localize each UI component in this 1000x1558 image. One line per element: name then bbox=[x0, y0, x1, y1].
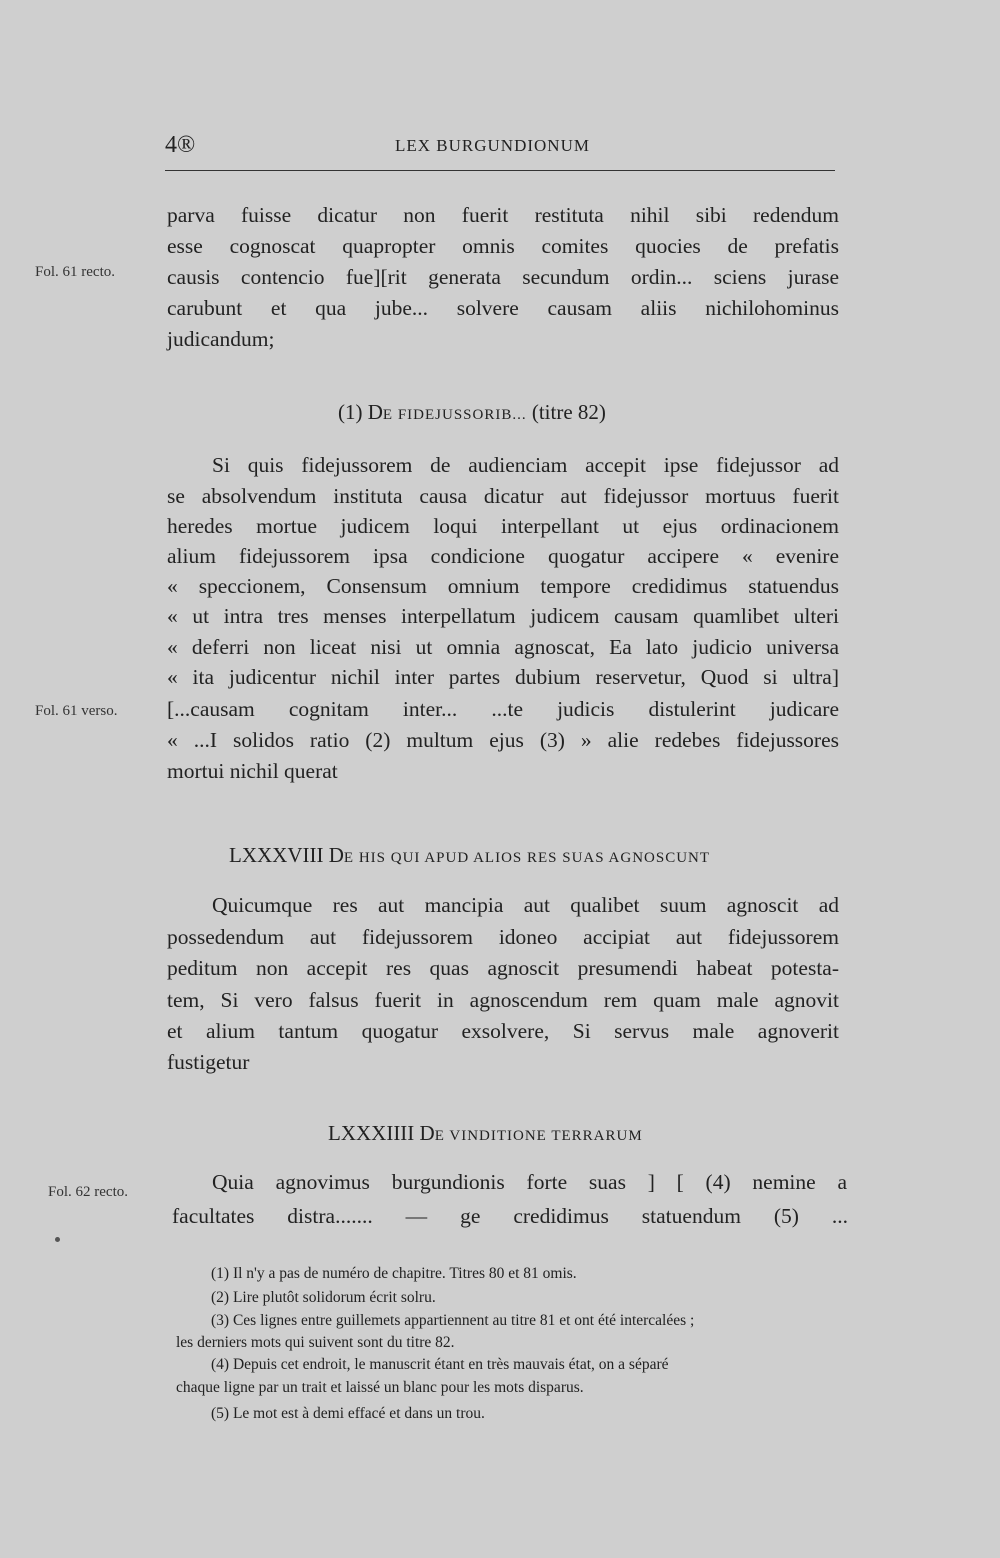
text-line: « ...I solidos ratio (2) multum ejus (3) » alie redebes fidejussores bbox=[167, 728, 839, 752]
section-heading-lxxxiiii bbox=[328, 1121, 643, 1146]
heading-number: LXXXVIII bbox=[229, 843, 324, 867]
margin-note-fol61-recto: Fol. 61 recto. bbox=[35, 264, 115, 280]
heading-title: E FIDEJUSSORIB... bbox=[382, 407, 527, 423]
footnote-4: (4) Depuis cet endroit, le manuscrit étant en très mauvais état, on a séparé bbox=[211, 1356, 669, 1373]
text-line: alium fidejussorem ipsa condicione quogatur accipere « evenire bbox=[167, 544, 839, 568]
text-line: esse cognoscat quapropter omnis comites quocies de prefatis bbox=[167, 234, 839, 258]
footnote-4-continued: chaque ligne par un trait et laissé un blanc pour les mots disparus. bbox=[176, 1379, 584, 1396]
text-line: judicandum; bbox=[167, 327, 275, 351]
page-number: 4® bbox=[165, 132, 196, 158]
heading-title: E HIS QUI APUD ALIOS RES SUAS AGNOSCUNT bbox=[343, 850, 711, 866]
heading-initial: D bbox=[328, 843, 344, 867]
section-heading-lxxxviii bbox=[229, 843, 710, 868]
section-heading-fidejussorib bbox=[338, 400, 606, 425]
text-line: fustigetur bbox=[167, 1050, 250, 1074]
text-line: « ita judicentur nichil inter partes dubium reservetur, Quod si ultra] bbox=[167, 665, 839, 689]
text-line: Quia agnovimus burgundionis forte suas ] [ (4) nemine a bbox=[212, 1170, 847, 1194]
footnote-1: (1) Il n'y a pas de numéro de chapitre. Titres 80 et 81 omis. bbox=[211, 1265, 577, 1282]
text-line: causis contencio fue][rit generata secundum ordin... sciens jurase bbox=[167, 265, 839, 289]
text-line: peditum non accepit res quas agnoscit presumendi habeat potesta- bbox=[167, 956, 839, 980]
text-line: parva fuisse dicatur non fuerit restituta nihil sibi redendum bbox=[167, 203, 839, 227]
heading-title: E VINDITIONE TERRARUM bbox=[434, 1128, 643, 1144]
text-line: carubunt et qua jube... solvere causam aliis nichilohominus bbox=[167, 296, 839, 320]
text-line: Quicumque res aut mancipia aut qualibet suum agnoscit ad bbox=[212, 893, 839, 917]
page-header bbox=[165, 132, 835, 171]
ink-speck bbox=[55, 1237, 60, 1242]
text-line: [...causam cognitam inter... ...te judicis distulerint judicare bbox=[167, 697, 839, 721]
text-line: et alium tantum quogatur exsolvere, Si servus male agnoverit bbox=[167, 1019, 839, 1043]
heading-note: (titre 82) bbox=[531, 400, 606, 424]
heading-initial: D bbox=[367, 400, 383, 424]
text-line: tem, Si vero falsus fuerit in agnoscendum rem quam male agnovit bbox=[167, 988, 839, 1012]
footnote-3: (3) Ces lignes entre guillemets appartiennent au titre 81 et ont été intercalées ; bbox=[211, 1312, 695, 1329]
text-line: se absolvendum instituta causa dicatur aut fidejussor mortuus fuerit bbox=[167, 484, 839, 508]
text-line: possedendum aut fidejussorem idoneo accipiat aut fidejussorem bbox=[167, 925, 839, 949]
footnote-2: (2) Lire plutôt solidorum écrit solru. bbox=[211, 1289, 436, 1306]
heading-initial: D bbox=[419, 1121, 435, 1145]
text-line: facultates distra....... — ge credidimus statuendum (5) ... bbox=[172, 1204, 848, 1228]
text-line: heredes mortue judicem loqui interpellant ut ejus ordinacionem bbox=[167, 514, 839, 538]
text-line: mortui nichil querat bbox=[167, 759, 338, 783]
text-line: « speccionem, Consensum omnium tempore credidimus statuendus bbox=[167, 574, 839, 598]
margin-note-fol61-verso: Fol. 61 verso. bbox=[35, 703, 118, 719]
footnote-5: (5) Le mot est à demi effacé et dans un trou. bbox=[211, 1405, 485, 1422]
text-line: « ut intra tres menses interpellatum judicem causam quamlibet ulteri bbox=[167, 604, 839, 628]
footnote-3-continued: les derniers mots qui suivent sont du titre 82. bbox=[176, 1334, 455, 1351]
heading-number: (1) bbox=[338, 400, 363, 424]
text-line: « deferri non liceat nisi ut omnia agnoscat, Ea lato judicio universa bbox=[167, 635, 839, 659]
text-line: Si quis fidejussorem de audienciam accepit ipse fidejussor ad bbox=[212, 453, 839, 477]
running-title: LEX BURGUNDIONUM bbox=[395, 136, 590, 155]
margin-note-fol62-recto: Fol. 62 recto. bbox=[48, 1184, 128, 1200]
heading-number: LXXXIIII bbox=[328, 1121, 415, 1145]
